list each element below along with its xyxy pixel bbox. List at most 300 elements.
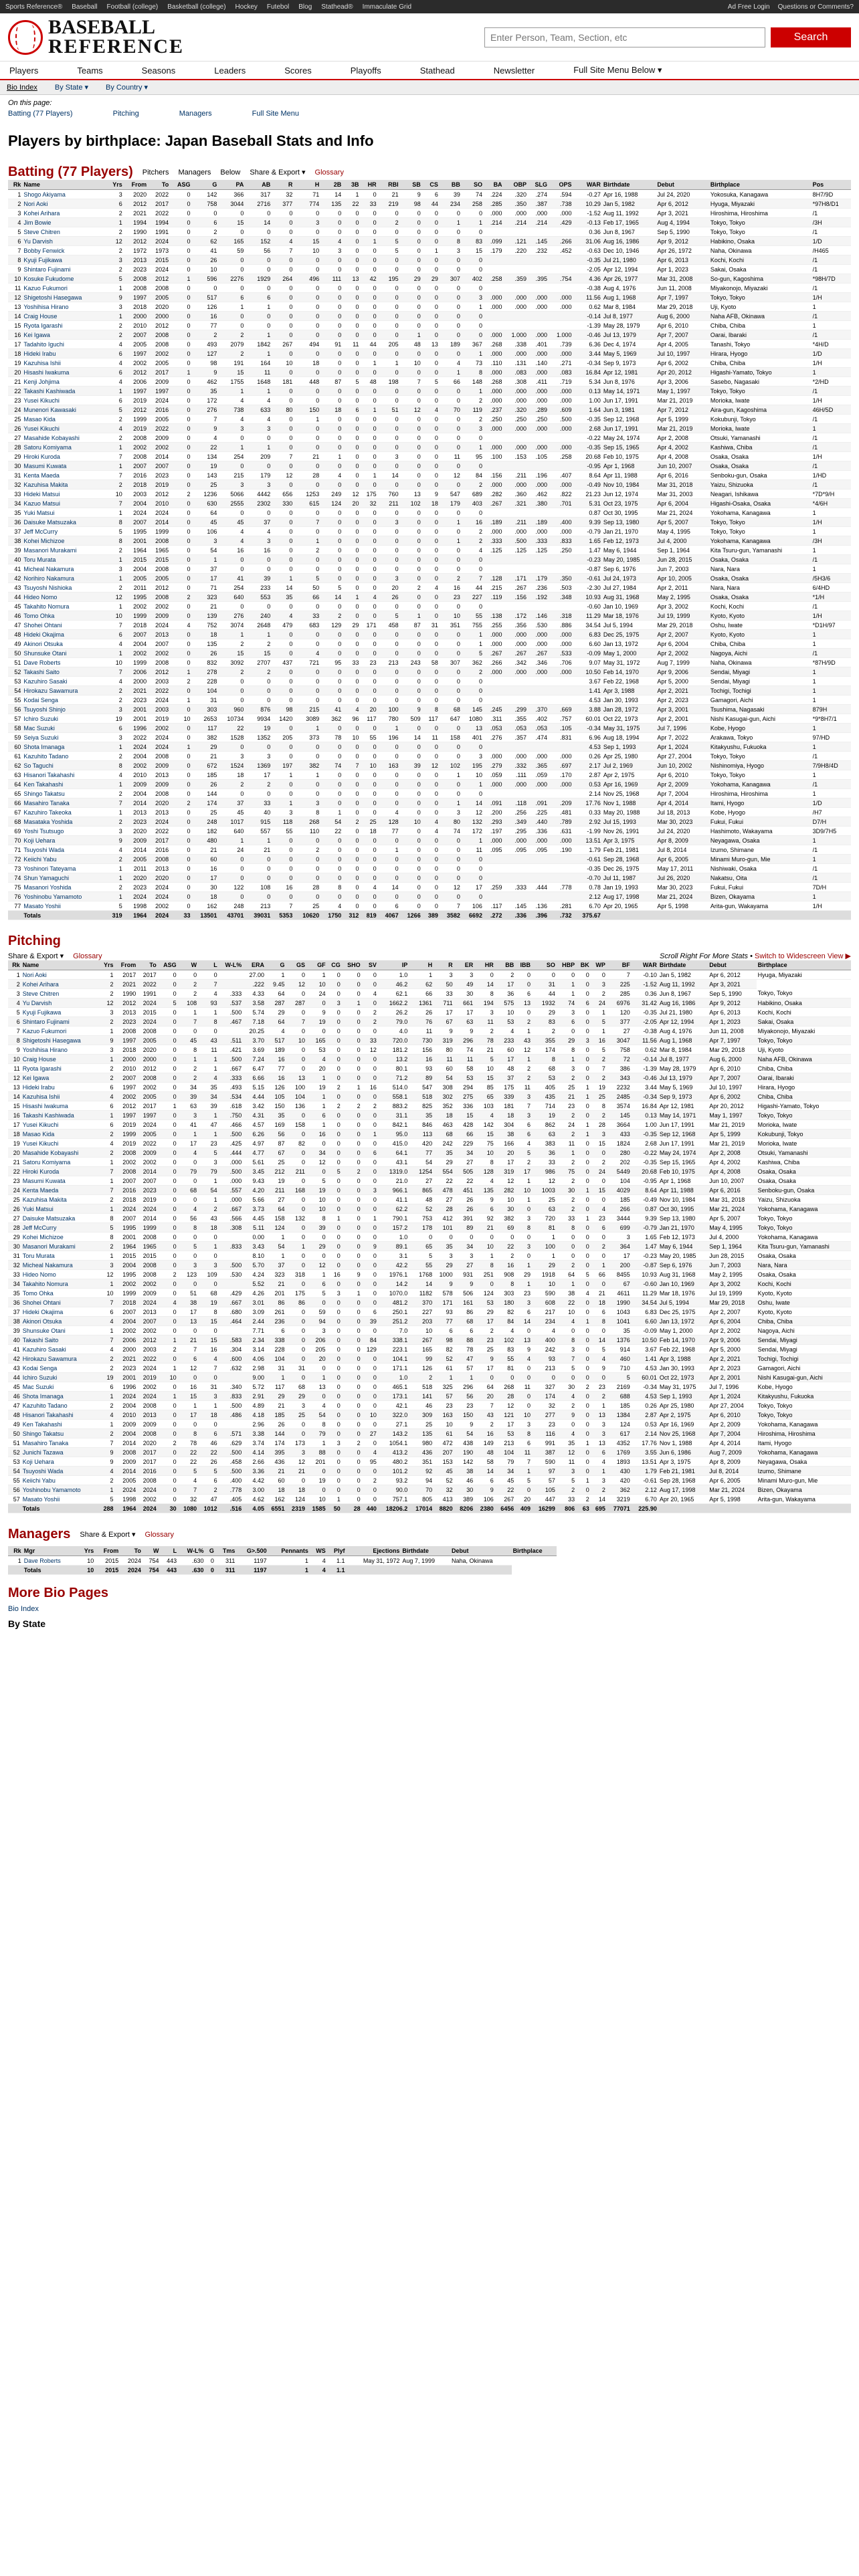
player-link[interactable]: Toru Murata (22, 555, 106, 564)
player-link[interactable]: Dave Roberts (23, 1556, 78, 1566)
table-cell: 2 (106, 433, 124, 443)
table-cell: 1/H (812, 901, 851, 911)
column-header[interactable]: Debut (450, 1546, 512, 1556)
top-bar-link[interactable]: Sports Reference® (5, 3, 63, 11)
player-link[interactable]: Steve Chitren (21, 989, 99, 998)
player-link[interactable]: Masao Kida (22, 415, 106, 424)
player-link[interactable]: Masanori Murakami (21, 1242, 99, 1251)
player-link[interactable]: Yusei Kikuchi (22, 424, 106, 433)
column-header[interactable]: Birthplace (709, 180, 812, 190)
section-tool[interactable]: Glossary (314, 168, 344, 177)
on-this-page-link[interactable]: Full Site Menu (252, 110, 299, 118)
player-link[interactable]: Yoshinori Tateyama (22, 864, 106, 873)
player-link[interactable]: Tsuyoshi Shinjo (22, 705, 106, 714)
column-header[interactable]: Mgr (23, 1546, 78, 1556)
player-link[interactable]: Norihiro Nakamura (22, 574, 106, 583)
player-link[interactable]: Shota Imanaga (22, 742, 106, 752)
player-link[interactable]: Yusei Kikuchi (21, 1120, 99, 1130)
column-header[interactable]: H (409, 960, 434, 970)
table-cell: 0 (192, 284, 219, 293)
section-tool[interactable]: Pitchers (142, 168, 169, 177)
top-bar-link[interactable]: Stathead® (321, 3, 353, 11)
player-link[interactable]: Masanori Murakami (22, 546, 106, 555)
column-header[interactable]: Pennants (268, 1546, 310, 1556)
player-link[interactable]: Akinori Otsuka (22, 639, 106, 649)
column-header[interactable]: BA (484, 180, 504, 190)
player-link[interactable]: Satoru Komiyama (22, 443, 106, 452)
column-header[interactable]: Birthdate (401, 1546, 450, 1556)
table-cell: 3219 (607, 1495, 632, 1504)
nav-item[interactable]: Full Site Menu Below ▾ (573, 65, 662, 75)
player-link[interactable]: Ryota Igarashi (21, 1064, 99, 1073)
player-link[interactable]: Shohei Ohtani (21, 1298, 99, 1307)
column-header[interactable]: SHO (342, 960, 362, 970)
player-link[interactable]: Mac Suzuki (22, 724, 106, 733)
player-link[interactable]: Shunsuke Otani (21, 1326, 99, 1335)
player-link[interactable]: Kodai Senga (21, 1364, 99, 1373)
column-header[interactable]: W-L% (219, 960, 244, 970)
player-link[interactable]: Ichiro Suzuki (22, 714, 106, 724)
player-link[interactable]: Shunsuke Otani (22, 649, 106, 658)
player-link[interactable]: Masahiro Tanaka (22, 798, 106, 808)
column-header[interactable]: BB (440, 180, 462, 190)
on-this-page-link[interactable]: Batting (77 Players) (8, 110, 73, 118)
column-header[interactable]: 2B (320, 180, 343, 190)
player-link[interactable]: Tomo Ohka (21, 1289, 99, 1298)
player-link[interactable]: Shohei Ohtani (22, 621, 106, 630)
column-header[interactable]: WP (591, 960, 607, 970)
top-bar-right-link[interactable]: Ad Free Login (727, 3, 770, 11)
table-cell: .557 (219, 1186, 244, 1195)
player-link[interactable]: Ichiro Suzuki (21, 1373, 99, 1382)
table-cell: 2 (576, 1382, 591, 1392)
table-cell: 5 (178, 1242, 199, 1251)
bio-index-link[interactable]: Bio Index (8, 1605, 39, 1613)
on-this-page-link[interactable]: Managers (179, 110, 212, 118)
player-link[interactable]: Kyuji Fujikawa (22, 255, 106, 265)
column-header[interactable]: BB (495, 960, 516, 970)
player-link[interactable]: Shogo Akiyama (22, 190, 106, 199)
table-cell: 0 (360, 901, 377, 911)
table-cell: 31 (8, 1251, 21, 1261)
player-link[interactable]: Takashi Saito (21, 1335, 99, 1345)
player-link[interactable]: Tsuyoshi Wada (21, 1467, 99, 1476)
nav-item[interactable]: Players (9, 65, 39, 76)
player-link[interactable]: Jim Bowie (22, 218, 106, 227)
column-header[interactable]: Name (21, 960, 99, 970)
player-link[interactable]: Daisuke Matsuzaka (22, 518, 106, 527)
column-header[interactable]: ASG (170, 180, 191, 190)
player-link[interactable]: Kazuhiro Sasaki (21, 1345, 99, 1354)
column-header[interactable]: RBI (378, 180, 400, 190)
column-header[interactable]: CS (422, 180, 440, 190)
player-link[interactable]: Jeff McCurry (21, 1223, 99, 1232)
table-cell: 10 (306, 980, 327, 989)
player-link[interactable]: Yoshi Tsutsugo (22, 827, 106, 836)
table-cell: Jul 13, 1979 (658, 1073, 708, 1083)
player-link[interactable]: Hisashi Iwakuma (21, 1101, 99, 1111)
site-logo[interactable] (8, 18, 184, 56)
player-link[interactable]: Masahide Kobayashi (22, 433, 106, 443)
player-link[interactable]: Shota Imanaga (21, 1392, 99, 1401)
player-link[interactable]: Masumi Kuwata (22, 461, 106, 471)
top-bar-link[interactable]: Immaculate Grid (362, 3, 412, 11)
nav-item[interactable]: Seasons (141, 65, 176, 76)
column-header[interactable]: Yrs (106, 180, 124, 190)
player-link[interactable]: Kazuhisa Ishii (22, 358, 106, 368)
player-link[interactable]: Shingo Takatsu (21, 1429, 99, 1438)
column-header[interactable]: GF (306, 960, 327, 970)
player-link[interactable]: Kazuhito Tadano (21, 1401, 99, 1410)
player-link[interactable]: Micheal Nakamura (21, 1261, 99, 1270)
player-link[interactable]: Masataka Yoshida (22, 817, 106, 827)
table-cell: 68 (178, 1186, 199, 1195)
top-bar-link[interactable]: Baseball (72, 3, 98, 11)
player-link[interactable]: Dave Roberts (22, 658, 106, 667)
player-link[interactable]: Daisuke Matsuzaka (21, 1214, 99, 1223)
player-link[interactable]: Hideki Okajima (21, 1307, 99, 1317)
table-cell: 57 (8, 1495, 21, 1504)
player-link[interactable]: Toru Murata (21, 1251, 99, 1261)
player-link[interactable]: Kazuo Fukumori (21, 1027, 99, 1036)
column-header[interactable]: AB (245, 180, 272, 190)
top-bar-link[interactable]: Hockey (235, 3, 258, 11)
player-link[interactable]: Kei Igawa (22, 330, 106, 340)
column-header[interactable]: SO (462, 180, 484, 190)
player-link[interactable]: Kosuke Fukudome (22, 274, 106, 284)
player-link[interactable]: Takashi Saito (22, 667, 106, 677)
player-link[interactable]: Tsuyoshi Wada (22, 845, 106, 855)
player-link[interactable]: Masao Kida (21, 1130, 99, 1139)
player-link[interactable]: Craig House (22, 312, 106, 321)
player-link[interactable]: Yuki Matsui (22, 508, 106, 518)
sub-nav-item[interactable]: By Country ▾ (106, 84, 149, 92)
player-link[interactable]: Masahide Kobayashi (21, 1148, 99, 1158)
player-link[interactable]: Kenji Johjima (22, 377, 106, 387)
table-cell: 0 (378, 546, 400, 555)
player-link[interactable]: Micheal Nakamura (22, 564, 106, 574)
player-link[interactable]: Ken Takahashi (22, 780, 106, 789)
column-header[interactable]: To (120, 1546, 142, 1556)
column-header[interactable]: From (115, 960, 138, 970)
column-header[interactable]: H (294, 180, 320, 190)
player-link[interactable]: Yusei Kikuchi (21, 1139, 99, 1148)
table-cell: 0 (170, 199, 191, 209)
player-link[interactable]: Tsuyoshi Nishioka (22, 583, 106, 593)
table-cell: 80 (440, 817, 462, 827)
column-header[interactable]: HR (360, 180, 377, 190)
column-header[interactable]: Rk (8, 960, 21, 970)
table-cell: 261 (266, 1307, 286, 1317)
section-tool[interactable]: Glossary (73, 952, 102, 960)
column-header[interactable]: L (161, 1546, 179, 1556)
column-header[interactable]: From (124, 180, 148, 190)
player-link[interactable]: Masato Yoshii (22, 901, 106, 911)
player-link[interactable]: Yoshihisa Hirano (22, 302, 106, 312)
player-link[interactable]: Kazuo Matsui (22, 499, 106, 508)
player-link[interactable]: Kazuhisa Makita (22, 480, 106, 490)
player-link[interactable]: Jeff McCurry (22, 527, 106, 536)
player-link[interactable]: Kohei Michizoe (21, 1232, 99, 1242)
column-header[interactable]: Name (22, 180, 106, 190)
nav-item[interactable]: Stathead (419, 65, 455, 76)
player-link[interactable]: Seiya Suzuki (22, 733, 106, 742)
table-cell: .697 (549, 761, 573, 770)
table-cell: 0 (343, 836, 360, 845)
table-cell: 2002 (148, 443, 170, 452)
table-cell: .831 (549, 733, 573, 742)
player-link[interactable]: Yoshihisa Hirano (21, 1045, 99, 1055)
widescreen-link[interactable]: Switch to Widescreen View ▶ (755, 952, 851, 960)
column-header[interactable]: From (95, 1546, 120, 1556)
column-header[interactable]: Ejections (347, 1546, 401, 1556)
player-link[interactable]: Hideki Irabu (21, 1083, 99, 1092)
player-link[interactable]: Hideo Nomo (22, 593, 106, 602)
table-cell: 1 (576, 1120, 591, 1130)
table-cell: 3 (218, 424, 245, 433)
player-link[interactable]: Hideo Nomo (21, 1270, 99, 1279)
column-header[interactable]: Debut (708, 960, 756, 970)
column-header[interactable]: SB (400, 180, 422, 190)
section-tool[interactable]: Glossary (145, 1530, 174, 1539)
player-link[interactable]: Shigetoshi Hasegawa (22, 293, 106, 302)
player-link[interactable]: Kenta Maeda (21, 1186, 99, 1195)
player-link[interactable]: Keiichi Yabu (21, 1476, 99, 1485)
column-header[interactable]: ERA (243, 960, 266, 970)
column-header[interactable]: G>.500 (236, 1546, 268, 1556)
column-header[interactable]: BK (576, 960, 591, 970)
table-cell: 280 (607, 1148, 632, 1158)
top-bar-link[interactable]: Blog (298, 3, 312, 11)
column-header[interactable]: ASG (158, 960, 178, 970)
player-link[interactable]: Shigetoshi Hasegawa (21, 1036, 99, 1045)
column-header[interactable]: WAR (573, 180, 601, 190)
column-header[interactable]: Yrs (78, 1546, 95, 1556)
column-header[interactable]: To (148, 180, 170, 190)
search-input[interactable] (484, 27, 765, 47)
player-link[interactable]: Hirokazu Sawamura (22, 686, 106, 695)
table-cell: 68 (8, 817, 22, 827)
column-header[interactable]: W (178, 960, 199, 970)
player-link[interactable]: Kohei Arihara (22, 209, 106, 218)
player-link[interactable]: Craig House (21, 1055, 99, 1064)
table-cell: 0 (342, 1092, 362, 1101)
player-link[interactable]: Takashi Kashiwada (22, 387, 106, 396)
player-link[interactable]: Kei Igawa (21, 1073, 99, 1083)
table-cell: 2 (591, 1073, 607, 1083)
column-header[interactable]: Yrs (98, 960, 114, 970)
column-header[interactable]: BF (607, 960, 632, 970)
player-link[interactable]: Kodai Senga (22, 695, 106, 705)
table-cell: 145 (462, 705, 484, 714)
player-link[interactable]: So Taguchi (22, 761, 106, 770)
player-link[interactable]: Shun Yamaguchi (22, 873, 106, 883)
top-bar-link[interactable]: Football (college) (106, 3, 159, 11)
player-link[interactable]: Hideki Okajima (22, 630, 106, 639)
player-link[interactable]: Yusei Kikuchi (22, 396, 106, 405)
player-link[interactable]: Hiroki Kuroda (22, 452, 106, 461)
nav-item[interactable]: Scores (284, 65, 312, 76)
player-link[interactable]: Takahito Nomura (21, 1279, 99, 1289)
player-link[interactable]: Kenta Maeda (22, 471, 106, 480)
player-link[interactable]: Ken Takahashi (21, 1420, 99, 1429)
top-bar-right-link[interactable]: Questions or Comments? (777, 3, 854, 11)
table-cell: Osaka, Osaka (709, 452, 812, 461)
section-tool[interactable]: Share & Export ▾ (8, 952, 64, 960)
player-link[interactable]: Tomo Ohka (22, 611, 106, 621)
player-link[interactable]: Koji Uehara (22, 836, 106, 845)
column-header[interactable]: Birthdate (658, 960, 708, 970)
table-row (8, 527, 851, 536)
table-cell: Jan 10, 1969 (658, 1279, 708, 1289)
player-link[interactable]: Hirokazu Sawamura (21, 1354, 99, 1364)
column-header[interactable]: W-L% (178, 1546, 205, 1556)
player-link[interactable]: Shingo Takatsu (22, 789, 106, 798)
column-header[interactable]: G (192, 180, 219, 190)
column-header[interactable]: HBP (557, 960, 576, 970)
column-header[interactable]: WS (310, 1546, 327, 1556)
column-header[interactable]: OPS (549, 180, 573, 190)
table-cell: 0 (362, 1120, 378, 1130)
column-header[interactable]: G (266, 960, 286, 970)
table-cell: Senboku-gun, Osaka (709, 471, 812, 480)
table-cell: 78 (178, 1438, 199, 1448)
nav-item[interactable]: Leaders (214, 65, 246, 76)
player-link[interactable]: Nori Aoki (21, 970, 99, 980)
section-tool[interactable]: Share & Export ▾ (250, 169, 306, 177)
column-header[interactable]: 3B (343, 180, 360, 190)
player-link[interactable]: Masanori Yoshida (22, 883, 106, 892)
column-header[interactable]: PA (218, 180, 245, 190)
player-link[interactable]: Kazuhisa Makita (21, 1195, 99, 1204)
search-button[interactable]: Search (771, 27, 851, 47)
player-link[interactable]: Mac Suzuki (21, 1382, 99, 1392)
nav-item[interactable]: Teams (77, 65, 103, 76)
column-header[interactable]: Birthplace (512, 1546, 557, 1556)
player-link[interactable]: Munenori Kawasaki (22, 405, 106, 415)
player-link[interactable]: Yu Darvish (21, 998, 99, 1008)
player-link[interactable]: Akinori Otsuka (21, 1317, 99, 1326)
table-cell: 0 (327, 1261, 342, 1270)
player-link[interactable]: Masumi Kuwata (21, 1176, 99, 1186)
player-link[interactable]: Hisanori Takahashi (21, 1410, 99, 1420)
table-cell (504, 677, 528, 686)
player-link[interactable]: Kazuhito Tadano (22, 752, 106, 761)
column-header[interactable]: Rk (8, 1546, 23, 1556)
column-header[interactable]: L (198, 960, 219, 970)
column-header[interactable]: Birthdate (602, 180, 656, 190)
column-header[interactable]: Pos (812, 180, 851, 190)
player-link[interactable]: Hideki Irabu (22, 349, 106, 358)
sub-nav-item[interactable]: By State ▾ (54, 84, 89, 92)
player-link[interactable]: Kyuji Fujikawa (21, 1008, 99, 1017)
player-link[interactable]: Takahito Nomura (22, 602, 106, 611)
column-header[interactable]: Birthplace (757, 960, 851, 970)
column-header[interactable]: SLG (528, 180, 549, 190)
player-link[interactable]: Shintaro Fujinami (22, 265, 106, 274)
column-header[interactable]: To (137, 960, 158, 970)
player-link[interactable]: Shintaro Fujinami (21, 1017, 99, 1027)
player-link[interactable]: Hisashi Iwakuma (22, 368, 106, 377)
player-link[interactable]: Masato Yoshii (21, 1495, 99, 1504)
column-header[interactable]: SV (362, 960, 378, 970)
table-cell: 62 (409, 980, 434, 989)
table-cell: 1 (98, 1176, 114, 1186)
player-link[interactable]: Kazuhiro Sasaki (22, 677, 106, 686)
table-cell: 4 (106, 639, 124, 649)
player-link[interactable]: Hideki Matsui (22, 490, 106, 499)
on-this-page-link[interactable]: Pitching (112, 110, 139, 118)
player-link[interactable]: Ryota Igarashi (22, 321, 106, 330)
player-link[interactable]: Yoshinobu Yamamoto (22, 892, 106, 901)
column-header[interactable]: Tms (215, 1546, 237, 1556)
section-tool[interactable]: Managers (178, 168, 211, 177)
column-header[interactable]: GS (286, 960, 307, 970)
player-link[interactable]: Hisanori Takahashi (22, 770, 106, 780)
column-header[interactable]: R (434, 960, 454, 970)
player-link[interactable]: Koji Uehara (21, 1457, 99, 1467)
nav-item[interactable]: Playoffs (350, 65, 381, 76)
column-header[interactable]: W (142, 1546, 161, 1556)
column-header[interactable]: SO (532, 960, 557, 970)
player-link[interactable]: Yoshinobu Yamamoto (21, 1485, 99, 1495)
column-header[interactable]: G (205, 1546, 215, 1556)
table-cell: 0 (272, 480, 294, 490)
table-cell: 0 (400, 883, 422, 892)
table-cell: -1.52 (573, 209, 601, 218)
column-header[interactable]: IP (378, 960, 409, 970)
column-header[interactable]: Rk (8, 180, 22, 190)
column-header[interactable]: R (272, 180, 294, 190)
column-header[interactable]: WAR (632, 960, 658, 970)
table-cell: 2013 (124, 255, 148, 265)
section-tool[interactable]: Share & Export ▾ (80, 1531, 136, 1539)
player-link[interactable]: Kazuo Fukumori (22, 284, 106, 293)
player-link[interactable]: Masahiro Tanaka (21, 1438, 99, 1448)
column-header[interactable]: Plyf (327, 1546, 347, 1556)
player-link[interactable]: Bobby Fenwick (22, 246, 106, 255)
player-link[interactable]: Keiichi Yabu (22, 855, 106, 864)
column-header[interactable]: CG (327, 960, 342, 970)
top-bar-link[interactable]: Basketball (college) (167, 3, 226, 11)
player-link[interactable]: Kohei Arihara (21, 980, 99, 989)
nav-item[interactable]: Newsletter (493, 65, 535, 76)
top-bar-link[interactable]: Futebol (266, 3, 290, 11)
player-link[interactable]: Yu Darvish (22, 237, 106, 246)
column-header[interactable]: HR (474, 960, 495, 970)
table-cell: 0 (342, 1008, 362, 1017)
player-link[interactable]: Kazuhisa Ishii (21, 1092, 99, 1101)
sub-nav-item[interactable]: Bio Index (7, 83, 37, 92)
table-cell: 13.2 (378, 1055, 409, 1064)
player-link[interactable]: Junichi Tazawa (21, 1448, 99, 1457)
column-header[interactable]: Debut (656, 180, 709, 190)
section-tool[interactable]: Below (220, 168, 241, 177)
player-link[interactable]: Hiroki Kuroda (21, 1167, 99, 1176)
player-link[interactable]: Yuki Matsui (21, 1204, 99, 1214)
column-header[interactable]: IBB (515, 960, 532, 970)
player-link[interactable]: Steve Chitren (22, 227, 106, 237)
player-link[interactable]: Takashi Kashiwada (21, 1111, 99, 1120)
player-link[interactable]: Satoru Komiyama (21, 1158, 99, 1167)
column-header[interactable]: ER (454, 960, 475, 970)
table-cell: 0 (272, 780, 294, 789)
player-link[interactable]: Kazuhiro Takeoka (22, 808, 106, 817)
column-header[interactable]: OBP (504, 180, 528, 190)
player-link[interactable]: Kohei Michizoe (22, 536, 106, 546)
player-link[interactable]: Nori Aoki (22, 199, 106, 209)
player-link[interactable]: Tadahito Iguchi (22, 340, 106, 349)
